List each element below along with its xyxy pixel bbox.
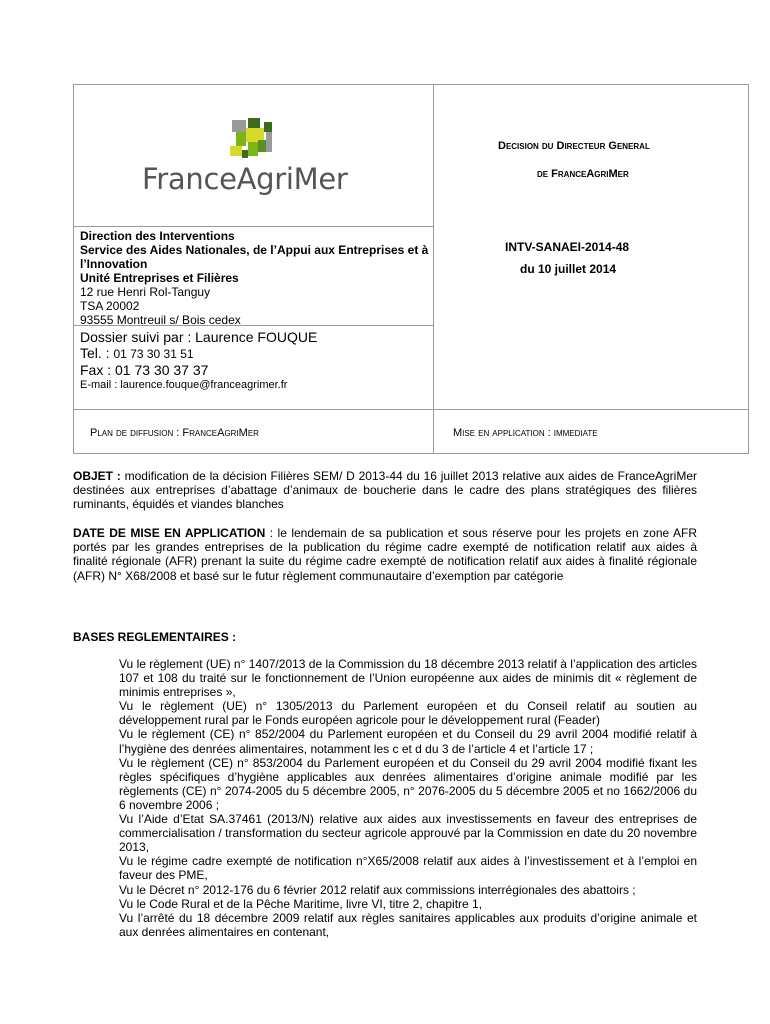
email: E-mail : laurence.fouque@franceagrimer.fr [80,379,288,391]
decision-date: du 10 juillet 2014 [520,262,617,276]
objet-label: OBJET : [73,469,121,483]
telephone-label: Tel. : [80,345,114,361]
contact-block [80,329,432,392]
unite-name: Unité Entreprises et Filières [80,271,239,285]
list-item: Vu le Code Rural et de la Pêche Maritime, livre VI, titre 2, chapitre 1, [119,896,483,911]
decision-title: Decision du Directeur General [498,140,650,152]
list-item: Vu le règlement (UE) n° 1407/2013 de la Commission du 18 décembre 2013 relatif à l’application des articles 107 et 108 du traité sur le fonctionnement de l’Union européenne aux aides de minimis dit « règlement de minimis entreprises », [119,657,698,700]
issuer-block [80,229,432,327]
list-item: Vu le règlement (CE) n° 852/2004 du Parlement européen et du Conseil du 29 avril 2004 modifié relatif à l’hygiène des denrées alimentaires, notamment les c et d du 3 de l’article 4 et l’article 17 ; [119,727,697,756]
objet-paragraph [73,469,697,512]
bases-title: BASES REGLEMENTAIRES : [73,630,237,644]
header-divider-horizontal [73,409,749,410]
list-item: Vu l’arrêté du 18 décembre 2009 relatif aux règles sanitaires applicables aux produits d’origine animale et aux denrées alimentaires en contenant, [119,910,697,939]
address-line: TSA 20002 [80,299,140,313]
list-item: Vu le règlement (UE) n° 1305/2013 du Parlement européen et du Conseil relatif au soutien au développement rural par le Fonds européen agricole pour le développement rural (Feader) [119,699,697,728]
list-item: Vu l’Aide d’Etat SA.37461 (2013/N) relative aux aides aux investissements en faveur des entreprises de commercialisation / transformation du secteur agricole approuvé par la Commission en date du 20 novembre 2013, [119,812,697,855]
decision-reference: INTV-SANAEI-2014-48 [505,240,630,254]
telephone-value: 01 73 30 31 51 [113,347,194,361]
dossier-contact: Dossier suivi par : Laurence FOUQUE [80,329,318,345]
decision-subtitle: de FranceAgriMer [537,168,629,180]
direction-name: Direction des Interventions [80,229,235,243]
list-item: Vu le règlement (CE) n° 853/2004 du Parlement européen et du Conseil du 29 avril 2004 modifié fixant les règles spécifiques d’hygiène applicables aux denrées alimentaires d’origine animale modifié par les règlements (CE) n° 2074-2005 du 5 décembre 2005, n° 2076-2005 du 5 décembre 2005 et no 1662/2006 du 6 novembre 2006 ; [119,755,697,812]
service-name: Service des Aides Nationales, de l’Appui aux Entreprises et à l’Innovation [80,243,429,271]
date-mise-paragraph [73,526,697,583]
bases-list [119,657,697,939]
plan-diffusion: Plan de diffusion : FranceAgriMer [90,427,259,439]
date-mise-text: : le lendemain de sa publication et sous réserve pour les projets en zone AFR portés par les grandes entreprises de la publication du régime cadre exempté de notification relatif aux aides à finalité régionale (AFR) prenant la suite du régime cadre exempté de notification relatif aux aides à finalité régionale (AFR) N° X68/2008 et basé sur le futur règlement communautaire d’exemption par catégorie [73,526,697,583]
logo-wordmark: FranceAgriMer [142,162,348,196]
address-line: 93555 Montreuil s/ Bois cedex [80,313,241,327]
mise-en-application: Mise en application : immediate [453,427,598,439]
logo-divider [73,226,434,227]
date-mise-label: DATE DE MISE EN APPLICATION [73,526,266,540]
list-item: Vu le régime cadre exempté de notification n°X65/2008 relatif aux aides à l’investissement et à l’emploi en faveur des PME, [119,854,697,883]
telephone [80,345,432,362]
header-divider-vertical [433,84,434,454]
address-line: 12 rue Henri Rol-Tanguy [80,285,211,299]
list-item: Vu le Décret n° 2012-176 du 6 février 2012 relatif aux commissions interrégionales des abattoirs ; [119,882,636,897]
objet-text: modification de la décision Filières SEM/ D 2013-44 du 16 juillet 2013 relative aux aides de FranceAgriMer destinées aux entreprises d’abattage d’animaux de boucherie dans le cadre des plans stratégiques des filières ruminants, équidés et viandes blanches [73,469,698,512]
fax: Fax : 01 73 30 37 37 [80,362,209,378]
